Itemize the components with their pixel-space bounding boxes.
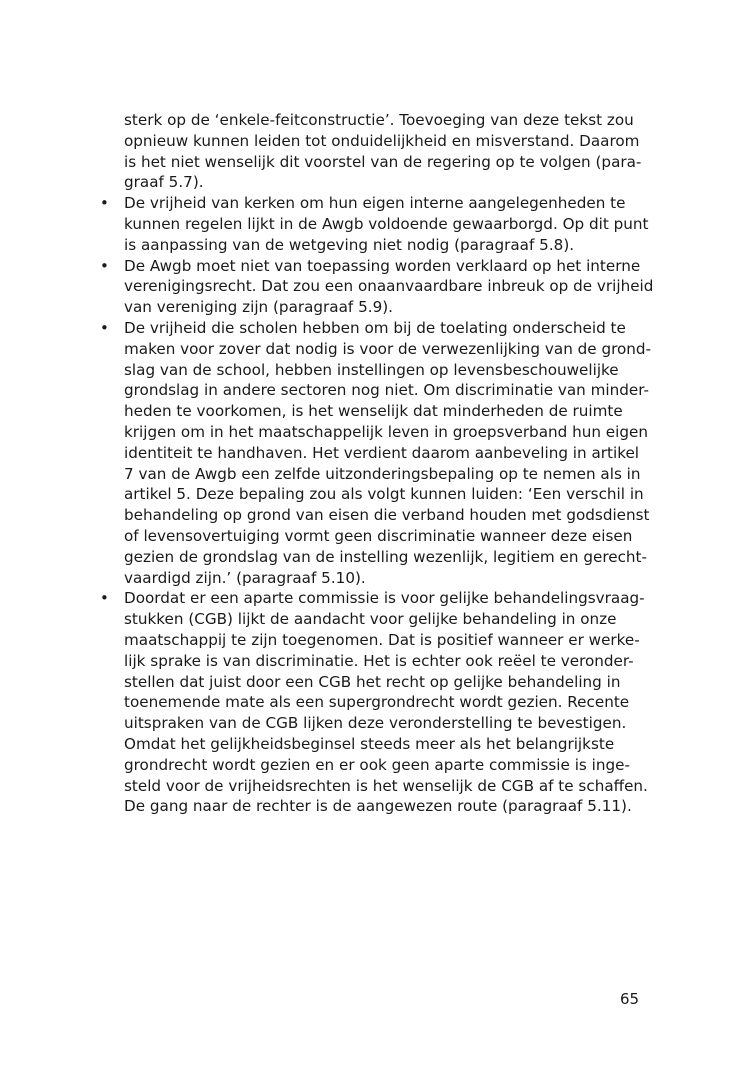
line-text: steld voor de vrijheidsrechten is het wenselijk de CGB af te schaffen. bbox=[124, 776, 648, 795]
line-text: grondrecht wordt gezien en er ook geen aparte commissie is inge- bbox=[124, 755, 630, 774]
line-text: opnieuw kunnen leiden tot onduidelijkheid en misverstand. Daarom bbox=[124, 131, 640, 150]
text-line bbox=[100, 214, 649, 235]
text-line bbox=[100, 692, 645, 713]
line-text: lijk sprake is van discriminatie. Het is echter ook reëel te veronder- bbox=[124, 651, 634, 670]
text-line bbox=[100, 422, 648, 443]
line-text: is het niet wenselijk dit voorstel van de regering op te volgen (para- bbox=[124, 152, 642, 171]
line-text: sterk op de ‘enkele-feitconstructie’. Toevoeging van deze tekst zou bbox=[124, 111, 634, 129]
text-line bbox=[100, 734, 645, 755]
line-text: gezien de grondslag van de instelling wezenlijk, legitiem en gerecht- bbox=[124, 547, 647, 566]
text-line bbox=[100, 505, 650, 526]
line-text: identiteit te handhaven. Het verdient daarom aanbeveling in artikel bbox=[124, 443, 640, 462]
bullet-line bbox=[100, 256, 645, 277]
line-text: slag van de school, hebben instellingen op levensbeschouwelijke bbox=[124, 360, 619, 379]
line-text: krijgen om in het maatschappelijk leven in groepsverband hun eigen bbox=[124, 422, 648, 441]
text-line bbox=[100, 609, 645, 630]
line-text: stellen dat juist door een CGB het recht op gelijke behandeling in bbox=[124, 672, 621, 691]
line-text: heden te voorkomen, is het wenselijk dat minderheden de ruimte bbox=[124, 402, 623, 421]
text-line bbox=[100, 339, 652, 360]
line-text: Doordat er een aparte commissie is voor gelijke behandelingsvraag- bbox=[124, 589, 645, 608]
bullet-line bbox=[100, 588, 645, 609]
line-text: stukken (CGB) lijkt de aandacht voor gelijke behandeling in onze bbox=[124, 610, 617, 629]
text-line bbox=[100, 484, 645, 505]
bullet-line bbox=[100, 193, 645, 214]
page-number: 65 bbox=[620, 990, 640, 1008]
line-text: of levensovertuiging vormt geen discriminatie wanneer deze eisen bbox=[124, 526, 633, 545]
bullet-icon: • bbox=[100, 318, 109, 337]
line-text: uitspraken van de CGB lijken deze veronderstelling te bevestigen. bbox=[124, 714, 627, 733]
text-line bbox=[100, 755, 645, 776]
text-line bbox=[100, 672, 645, 693]
line-text: 7 van de Awgb een zelfde uitzonderingsbepaling op te nemen als in bbox=[124, 464, 641, 483]
text-line bbox=[100, 235, 645, 256]
line-text: Omdat het gelijkheidsbeginsel steeds meer als het belangrijkste bbox=[124, 734, 615, 753]
bullet-icon: • bbox=[100, 256, 109, 275]
line-text: kunnen regelen lijkt in de Awgb voldoende gewaarborgd. Op dit punt bbox=[124, 214, 649, 233]
line-text: De Awgb moet niet van toepassing worden verklaard op het interne bbox=[124, 256, 641, 275]
text-line bbox=[100, 172, 645, 193]
text-line bbox=[100, 380, 650, 401]
line-text: toenemende mate als een supergrondrecht wordt gezien. Recente bbox=[124, 693, 630, 712]
text-line bbox=[100, 152, 645, 173]
text-line bbox=[100, 401, 645, 422]
text-line bbox=[100, 568, 645, 589]
text-line bbox=[100, 110, 645, 131]
text-line bbox=[100, 276, 654, 297]
text-line bbox=[100, 526, 645, 547]
line-text: is aanpassing van de wetgeving niet nodig (paragraaf 5.8). bbox=[124, 235, 575, 254]
line-text: grondslag in andere sectoren nog niet. Om discriminatie van minder- bbox=[124, 381, 650, 400]
line-text: De gang naar de rechter is de aangewezen route (paragraaf 5.11). bbox=[124, 797, 632, 816]
line-text: behandeling op grond van eisen die verband houden met godsdienst bbox=[124, 506, 650, 525]
line-text: van vereniging zijn (paragraaf 5.9). bbox=[124, 298, 393, 317]
text-line bbox=[100, 776, 648, 797]
line-text: verenigingsrecht. Dat zou een onaanvaardbare inbreuk op de vrijheid bbox=[124, 277, 654, 296]
line-text: maken voor zover dat nodig is voor de verwezenlijking van de grond- bbox=[124, 339, 652, 358]
text-line bbox=[100, 464, 645, 485]
line-text: graaf 5.7). bbox=[124, 173, 204, 192]
text-line bbox=[100, 547, 645, 568]
line-text: De vrijheid van kerken om hun eigen interne aangelegenheden te bbox=[124, 194, 626, 213]
text-line bbox=[100, 713, 645, 734]
text-line bbox=[100, 651, 645, 672]
bullet-icon: • bbox=[100, 194, 109, 213]
text-line bbox=[100, 297, 645, 318]
text-line bbox=[100, 360, 645, 381]
bullet-line bbox=[100, 318, 645, 339]
line-text: De vrijheid die scholen hebben om bij de toelating onderscheid te bbox=[124, 318, 626, 337]
line-text: vaardigd zijn.’ (paragraaf 5.10). bbox=[124, 568, 366, 587]
text-line bbox=[100, 630, 645, 651]
text-line bbox=[100, 131, 645, 152]
text-line bbox=[100, 796, 645, 817]
body-text bbox=[100, 110, 654, 817]
line-text: artikel 5. Deze bepaling zou als volgt kunnen luiden: ‘Een verschil in bbox=[124, 485, 644, 504]
line-text: maatschappij te zijn toegenomen. Dat is positief wanneer er werke- bbox=[124, 630, 640, 649]
text-line bbox=[100, 443, 645, 464]
bullet-icon: • bbox=[100, 589, 109, 608]
